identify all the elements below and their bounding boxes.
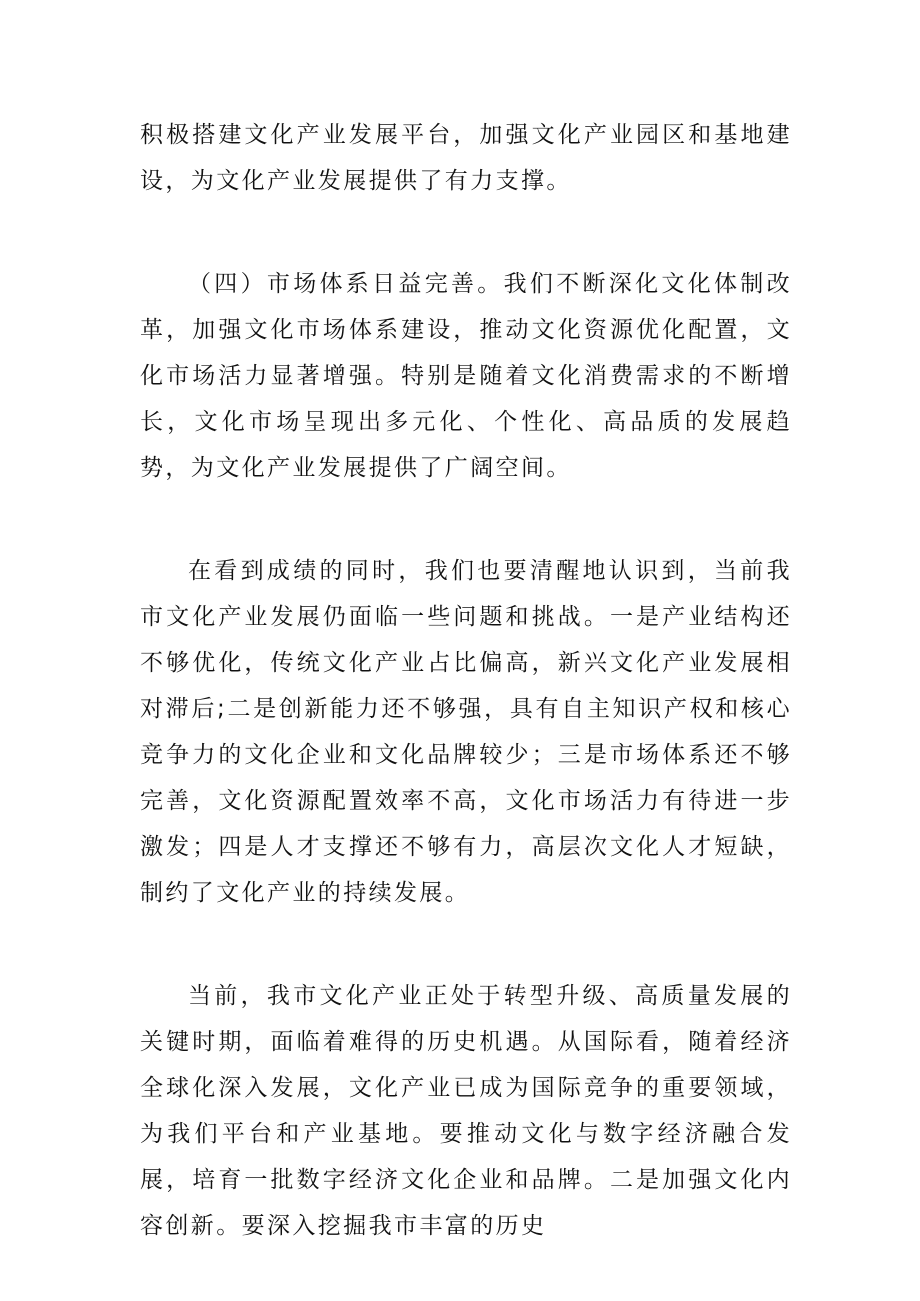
paragraph-gap <box>140 916 792 973</box>
paragraph-challenges: 在看到成绩的同时，我们也要清醒地认识到，当前我市文化产业发展仍面临一些问题和挑战。一是产业结构还不够优化，传统文化产业占比偏高，新兴文化产业发展相对滞后;二是创新能力还不够强，具有自主知识产权和核心竞争力的文化企业和文化品牌较少；三是市场体系还不够完善，文化资源配置效率不高，文化市场活力有待进一步激发；四是人才支撑还不够有力，高层次文化人才短缺，制约了文化产业的持续发展。 <box>140 558 792 906</box>
paragraph-platform-support: 积极搭建文化产业发展平台，加强文化产业园区和基地建设，为文化产业发展提供了有力支撑。 <box>140 122 792 194</box>
paragraph-market-system: （四）市场体系日益完善。我们不断深化文化体制改革，加强文化市场体系建设，推动文化资源优化配置，文化市场活力显著增强。特别是随着文化消费需求的不断增长，文化市场呈现出多元化、个性化、高品质的发展趋势，为文化产业发展提供了广阔空间。 <box>140 271 792 481</box>
paragraph-opportunities: 当前，我市文化产业正处于转型升级、高质量发展的关键时期，面临着难得的历史机遇。从国际看，随着经济全球化深入发展，文化产业已成为国际竞争的重要领域，为我们平台和产业基地。要推动文化与数字经济融合发展，培育一批数字经济文化企业和品牌。二是加强文化内容创新。要深入挖掘我市丰富的历史 <box>140 983 792 1239</box>
document-body <box>140 112 792 1249</box>
paragraph-gap <box>140 204 792 261</box>
paragraph-gap <box>140 491 792 548</box>
